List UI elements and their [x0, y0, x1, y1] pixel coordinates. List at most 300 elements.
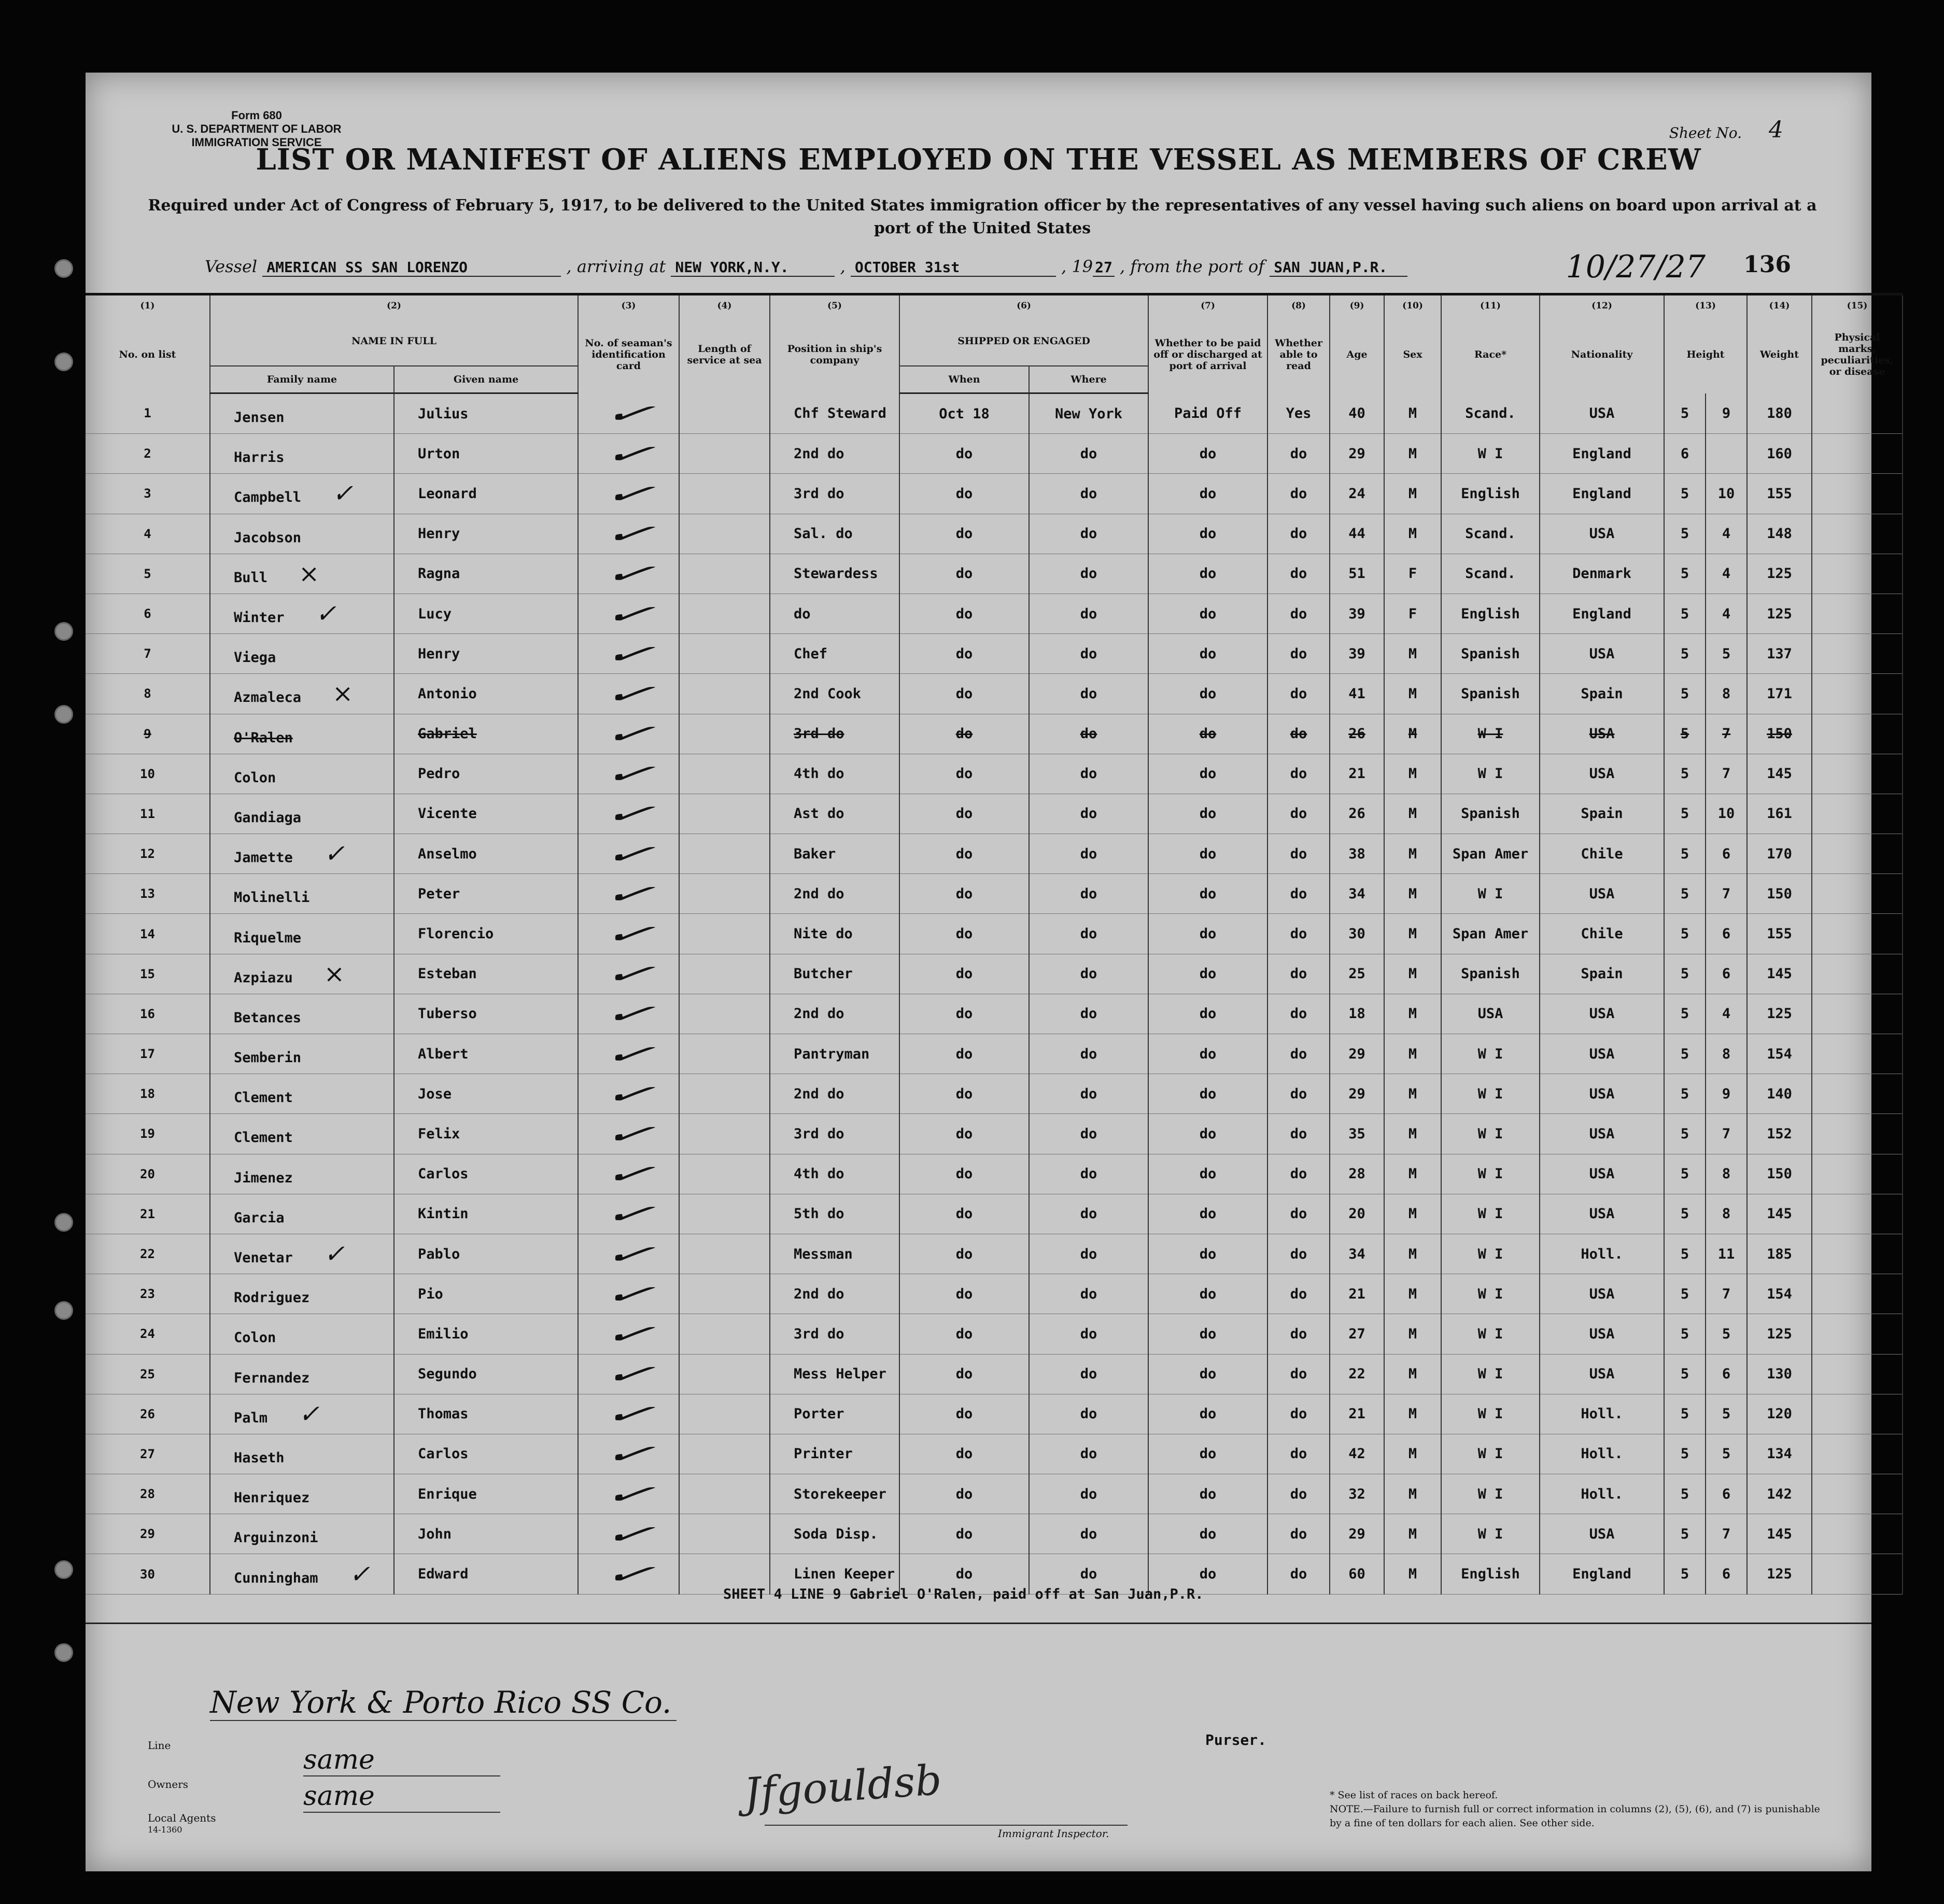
shipped-where-text: do — [1080, 845, 1097, 862]
paid-off — [1148, 674, 1267, 714]
sex — [1384, 393, 1441, 434]
given-name-text: Tuberso — [418, 1006, 477, 1022]
position — [770, 514, 899, 554]
shipped-where — [1029, 834, 1148, 874]
position-text: 3rd do — [794, 1325, 844, 1342]
height-feet — [1664, 1194, 1706, 1234]
row-number — [86, 1514, 210, 1554]
age — [1330, 794, 1384, 834]
length-of-service — [679, 834, 770, 874]
page-subtitle: Required under Act of Congress of February 5, 1917, to be delivered to the United States immigration officer by the representatives of any vessel having such aliens on board upon arrival at a port of the United States — [148, 196, 1817, 237]
check-mark-icon: ✓ — [599, 996, 658, 1032]
shipped-when-text: do — [955, 966, 973, 982]
nationality — [1540, 1314, 1664, 1354]
paid-off-text: do — [1199, 806, 1217, 822]
position — [770, 1434, 899, 1474]
weight — [1747, 514, 1812, 554]
race-text: W I — [1477, 1325, 1503, 1342]
able-to-read-text: do — [1290, 726, 1307, 742]
header-sex: Sex — [1384, 316, 1441, 393]
age — [1330, 393, 1384, 434]
height-inches-text: 10 — [1717, 806, 1735, 822]
row-number-text: 16 — [140, 1006, 155, 1021]
table-row — [86, 754, 1903, 794]
row-number — [86, 794, 210, 834]
shipped-when-text: do — [955, 1125, 973, 1142]
table-row — [86, 434, 1903, 474]
nationality — [1540, 1074, 1664, 1114]
paid-off — [1148, 714, 1267, 754]
nationality — [1540, 514, 1664, 554]
id-card-check — [578, 1354, 679, 1394]
given-name-text: John — [418, 1526, 452, 1542]
able-to-read — [1267, 994, 1330, 1034]
id-card-check — [578, 1314, 679, 1354]
shipped-when — [899, 514, 1029, 554]
given-name-text: Felix — [418, 1125, 460, 1142]
given-name — [394, 834, 578, 874]
weight — [1747, 914, 1812, 954]
paid-off — [1148, 1074, 1267, 1114]
binder-hole — [54, 259, 73, 278]
shipped-where — [1029, 393, 1148, 434]
paid-off — [1148, 1034, 1267, 1074]
family-name-text: O'Ralen — [234, 729, 293, 746]
shipped-where — [1029, 434, 1148, 474]
able-to-read-text: do — [1290, 766, 1307, 782]
able-to-read — [1267, 514, 1330, 554]
id-card-check — [578, 914, 679, 954]
family-name — [210, 1234, 394, 1274]
row-number — [86, 1474, 210, 1514]
race — [1441, 794, 1540, 834]
able-to-read — [1267, 714, 1330, 754]
length-of-service — [679, 1074, 770, 1114]
column-number: (14) — [1747, 294, 1812, 317]
position-text: 3rd do — [794, 485, 844, 502]
height-inches-text: 10 — [1717, 485, 1735, 502]
header-nationality: Nationality — [1540, 316, 1664, 393]
shipped-where-text: do — [1080, 926, 1097, 942]
height-feet-text: 5 — [1680, 1325, 1689, 1342]
sex — [1384, 1234, 1441, 1274]
arrival-year: 27 — [1093, 259, 1115, 277]
race — [1441, 674, 1540, 714]
sex — [1384, 1394, 1441, 1434]
given-name-text: Ragna — [418, 566, 460, 582]
nationality — [1540, 434, 1664, 474]
shipped-when — [899, 393, 1029, 434]
age — [1330, 834, 1384, 874]
weight-text: 148 — [1767, 526, 1792, 542]
given-name — [394, 714, 578, 754]
family-name-text: Jimenez — [234, 1169, 293, 1186]
paid-off — [1148, 1514, 1267, 1554]
weight — [1747, 794, 1812, 834]
nationality-text: Holl. — [1581, 1446, 1623, 1462]
row-number-text: 22 — [140, 1247, 155, 1262]
id-card-check — [578, 874, 679, 914]
height-inches-text: 7 — [1722, 766, 1731, 782]
shipped-when-text: do — [955, 1566, 973, 1583]
family-name — [210, 874, 394, 914]
physical-marks — [1812, 994, 1903, 1034]
length-of-service — [679, 514, 770, 554]
family-name-text: Colon — [234, 769, 276, 786]
position-text: Chf Steward — [794, 405, 886, 421]
height-feet — [1664, 1474, 1706, 1514]
shipped-where — [1029, 714, 1148, 754]
position — [770, 594, 899, 633]
height-feet-text: 5 — [1680, 605, 1689, 622]
age-text: 39 — [1348, 605, 1365, 622]
sex — [1384, 1514, 1441, 1554]
race — [1441, 1194, 1540, 1234]
height-inches — [1706, 1194, 1747, 1234]
family-name — [210, 1514, 394, 1554]
paid-off-text: do — [1199, 845, 1217, 862]
age-text: 30 — [1348, 926, 1365, 942]
sex — [1384, 834, 1441, 874]
paid-off — [1148, 434, 1267, 474]
age-text: 18 — [1348, 1006, 1365, 1022]
sex-text: M — [1408, 966, 1417, 982]
height-inches-text: 5 — [1722, 645, 1731, 662]
row-number-text: 29 — [140, 1527, 155, 1542]
able-to-read-text: do — [1290, 1325, 1307, 1342]
age-text: 34 — [1348, 885, 1365, 902]
sex — [1384, 434, 1441, 474]
paid-off-text: do — [1199, 1206, 1217, 1222]
race — [1441, 474, 1540, 514]
id-card-check — [578, 754, 679, 794]
family-name-text: Azmaleca — [234, 689, 302, 706]
height-inches — [1706, 834, 1747, 874]
height-inches — [1706, 1034, 1747, 1074]
family-name-text: Arguinzoni — [234, 1530, 318, 1546]
nationality-text: USA — [1589, 1166, 1615, 1182]
able-to-read-text: do — [1290, 806, 1307, 822]
id-card-check — [578, 474, 679, 514]
footnote-penalty: NOTE.—Failure to furnish full or correct information in columns (2), (5), (6), and (7) is punishable by a fine of ten dollars for each alien. See other side. — [1330, 1803, 1820, 1829]
given-name — [394, 434, 578, 474]
shipped-where-text: do — [1080, 766, 1097, 782]
position-text: Sal. do — [794, 526, 853, 542]
weight — [1747, 1434, 1812, 1474]
paid-off — [1148, 1194, 1267, 1234]
paid-off-text: do — [1199, 1566, 1217, 1583]
weight — [1747, 434, 1812, 474]
column-header-row — [86, 316, 1903, 366]
length-of-service — [679, 1354, 770, 1394]
shipped-where-text: do — [1080, 1206, 1097, 1222]
table-row — [86, 474, 1903, 514]
age — [1330, 1154, 1384, 1194]
age — [1330, 1474, 1384, 1514]
given-name-text: Lucy — [418, 605, 452, 622]
length-of-service — [679, 434, 770, 474]
nationality — [1540, 554, 1664, 594]
row-number — [86, 874, 210, 914]
able-to-read-text: do — [1290, 566, 1307, 582]
physical-marks — [1812, 1314, 1903, 1354]
position-text: 2nd Cook — [794, 685, 862, 702]
sex-text: M — [1408, 1366, 1417, 1383]
family-name — [210, 634, 394, 674]
age-text: 29 — [1348, 1526, 1365, 1542]
age — [1330, 1074, 1384, 1114]
physical-marks — [1812, 554, 1903, 594]
id-card-check — [578, 794, 679, 834]
weight — [1747, 1474, 1812, 1514]
height-feet-text: 5 — [1680, 1526, 1689, 1542]
height-feet-text: 6 — [1680, 445, 1689, 462]
family-name-text: Harris — [234, 449, 285, 466]
row-number-text: 20 — [140, 1166, 155, 1181]
nationality-text: USA — [1589, 726, 1615, 742]
purser-label: Purser. — [1205, 1731, 1267, 1748]
id-card-check — [578, 954, 679, 994]
able-to-read-text: do — [1290, 1246, 1307, 1262]
family-name — [210, 1474, 394, 1514]
position-text: 2nd do — [794, 885, 844, 902]
height-feet — [1664, 1114, 1706, 1154]
weight-text: 145 — [1767, 766, 1792, 782]
race — [1441, 1354, 1540, 1394]
weight — [1747, 714, 1812, 754]
handwritten-mark: ✓ — [323, 1239, 345, 1269]
nationality — [1540, 874, 1664, 914]
race-text: Scand. — [1465, 566, 1516, 582]
sex-text: M — [1408, 485, 1417, 502]
form-number: Form 680 — [231, 109, 282, 122]
position-text: Storekeeper — [794, 1486, 886, 1502]
weight-text: 171 — [1767, 685, 1792, 702]
paid-off-text: do — [1199, 1286, 1217, 1302]
shipped-where — [1029, 634, 1148, 674]
paid-off — [1148, 1234, 1267, 1274]
sex — [1384, 794, 1441, 834]
paid-off — [1148, 994, 1267, 1034]
check-mark-icon: ✓ — [599, 636, 658, 671]
nationality — [1540, 393, 1664, 434]
family-name — [210, 1434, 394, 1474]
race-text: Scand. — [1465, 526, 1516, 542]
height-inches — [1706, 994, 1747, 1034]
length-of-service — [679, 674, 770, 714]
length-of-service — [679, 1194, 770, 1234]
shipped-where-text: New York — [1055, 405, 1123, 422]
row-number-text: 21 — [140, 1206, 155, 1221]
position — [770, 554, 899, 594]
given-name-text: Urton — [418, 445, 460, 462]
shipped-where — [1029, 1074, 1148, 1114]
table-row — [86, 634, 1903, 674]
shipped-where — [1029, 514, 1148, 554]
weight-text: 170 — [1767, 845, 1792, 862]
header-able-to-read: Whether able to read — [1267, 316, 1330, 393]
check-mark-icon: ✓ — [599, 676, 658, 712]
weight — [1747, 1314, 1812, 1354]
sheet-number-value: 4 — [1769, 117, 1783, 143]
shipped-when — [899, 794, 1029, 834]
height-inches-text: 6 — [1722, 926, 1731, 942]
check-mark-icon: ✓ — [599, 1356, 658, 1392]
family-name-text: Bull — [234, 569, 268, 586]
nationality-text: England — [1572, 605, 1631, 622]
weight-text: 145 — [1767, 1526, 1792, 1542]
paid-off-text: do — [1199, 1246, 1217, 1262]
race-text: Scand. — [1465, 405, 1516, 421]
check-mark-icon: ✓ — [599, 796, 658, 831]
shipped-when — [899, 834, 1029, 874]
age — [1330, 994, 1384, 1034]
sex-text: M — [1408, 1206, 1417, 1222]
height-inches-text: 6 — [1722, 1486, 1731, 1502]
height-feet-text: 5 — [1680, 885, 1689, 902]
binder-hole — [54, 1301, 73, 1320]
nationality — [1540, 1434, 1664, 1474]
sex — [1384, 994, 1441, 1034]
age-text: 41 — [1348, 685, 1365, 702]
footer-divider — [86, 1623, 1871, 1624]
header-weight: Weight — [1747, 316, 1812, 393]
sex — [1384, 1274, 1441, 1314]
id-card-check — [578, 634, 679, 674]
given-name — [394, 954, 578, 994]
given-name-text: Leonard — [418, 485, 477, 502]
table-row — [86, 714, 1903, 754]
paid-off-text: do — [1199, 966, 1217, 982]
vessel-line: Vessel AMERICAN SS SAN LORENZO , arriving at NEW YORK,N.Y. , OCTOBER 31st , 19 27 , from the port of SAN JUAN,P.R. — [205, 257, 1407, 277]
able-to-read — [1267, 1114, 1330, 1154]
position — [770, 1114, 899, 1154]
height-feet-text: 5 — [1680, 726, 1689, 742]
race-text: English — [1461, 605, 1520, 622]
race — [1441, 1234, 1540, 1274]
header-given-name: Given name — [394, 366, 578, 393]
shipped-where — [1029, 1034, 1148, 1074]
height-feet-text: 5 — [1680, 1046, 1689, 1062]
shipped-where-text: do — [1080, 485, 1097, 502]
age — [1330, 434, 1384, 474]
paid-off — [1148, 874, 1267, 914]
shipped-when-text: do — [955, 1406, 973, 1422]
sex-text: M — [1408, 1325, 1417, 1342]
position-text: 2nd do — [794, 1006, 844, 1022]
race — [1441, 714, 1540, 754]
department-name: U. S. DEPARTMENT OF LABOR — [172, 122, 342, 135]
height-inches — [1706, 914, 1747, 954]
able-to-read — [1267, 594, 1330, 633]
height-feet-text: 5 — [1680, 405, 1689, 421]
row-number — [86, 1074, 210, 1114]
age — [1330, 714, 1384, 754]
weight — [1747, 634, 1812, 674]
nationality — [1540, 634, 1664, 674]
race — [1441, 1154, 1540, 1194]
paid-off — [1148, 1394, 1267, 1434]
height-feet-text: 5 — [1680, 645, 1689, 662]
physical-marks — [1812, 794, 1903, 834]
paid-off — [1148, 594, 1267, 633]
position-text: Chef — [794, 645, 828, 662]
length-of-service — [679, 474, 770, 514]
able-to-read — [1267, 474, 1330, 514]
weight-text: 155 — [1767, 926, 1792, 942]
sex-text: F — [1408, 566, 1417, 582]
handwritten-mark: ✓ — [323, 839, 345, 869]
height-feet-text: 5 — [1680, 1085, 1689, 1102]
length-of-service — [679, 954, 770, 994]
shipped-where — [1029, 1354, 1148, 1394]
age — [1330, 1234, 1384, 1274]
nationality-text: USA — [1589, 1046, 1615, 1062]
column-number: (10) — [1384, 294, 1441, 317]
weight-text: 142 — [1767, 1486, 1792, 1502]
family-name — [210, 1154, 394, 1194]
age-text: 29 — [1348, 1046, 1365, 1062]
able-to-read-text: do — [1290, 1125, 1307, 1142]
age-text: 60 — [1348, 1566, 1365, 1583]
shipped-where — [1029, 1434, 1148, 1474]
weight — [1747, 1114, 1812, 1154]
physical-marks — [1812, 634, 1903, 674]
height-feet — [1664, 834, 1706, 874]
age — [1330, 1394, 1384, 1434]
sex-text: M — [1408, 926, 1417, 942]
id-card-check — [578, 1554, 679, 1594]
shipped-when-text: do — [955, 766, 973, 782]
height-feet — [1664, 634, 1706, 674]
table-row — [86, 1034, 1903, 1074]
row-number-text: 26 — [140, 1406, 155, 1421]
race — [1441, 1314, 1540, 1354]
id-card-check — [578, 1274, 679, 1314]
height-feet — [1664, 434, 1706, 474]
row-number — [86, 994, 210, 1034]
height-inches — [1706, 514, 1747, 554]
length-of-service — [679, 554, 770, 594]
position — [770, 393, 899, 434]
age — [1330, 1554, 1384, 1594]
race-text: W I — [1477, 1046, 1503, 1062]
nationality — [1540, 594, 1664, 633]
shipped-where — [1029, 1474, 1148, 1514]
paid-off — [1148, 1434, 1267, 1474]
sex-text: M — [1408, 1286, 1417, 1302]
length-of-service — [679, 1394, 770, 1434]
column-number-row — [86, 294, 1903, 317]
sex — [1384, 1434, 1441, 1474]
table-row — [86, 1194, 1903, 1234]
column-number: (3) — [578, 294, 679, 317]
physical-marks — [1812, 754, 1903, 794]
column-number: (6) — [899, 294, 1148, 317]
age-text: 22 — [1348, 1366, 1365, 1383]
position — [770, 794, 899, 834]
paid-off-text: do — [1199, 1085, 1217, 1102]
id-card-check — [578, 1474, 679, 1514]
nationality-text: USA — [1589, 645, 1615, 662]
weight-text: 145 — [1767, 966, 1792, 982]
shipped-when — [899, 914, 1029, 954]
row-number-text: 11 — [140, 806, 155, 821]
length-of-service — [679, 1514, 770, 1554]
paid-off-text: do — [1199, 645, 1217, 662]
sex-text: M — [1408, 1446, 1417, 1462]
shipped-where-text: do — [1080, 445, 1097, 462]
